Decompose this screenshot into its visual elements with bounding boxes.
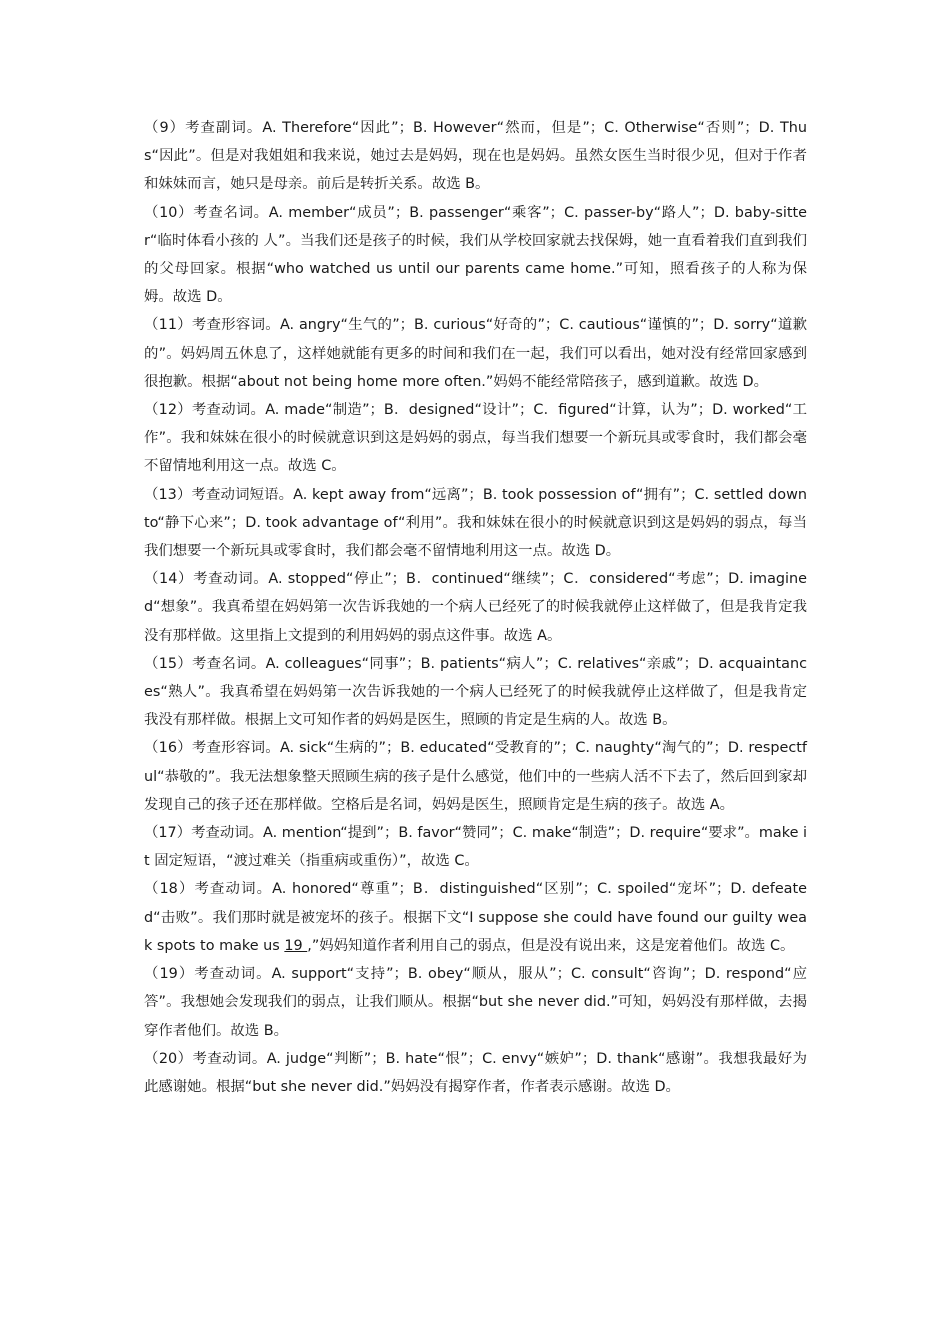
answer-explanation-9: （9）考查副词。A. Therefore“因此”；B. However“然而，但是”；C. Otherwise“否则”；D. Thus“因此”。但是对我姐姐和我来说，她过去是妈妈，现在也是妈妈。虽然女医生当时很少见，但对于作者和妹妹而言，她只是母亲。前后是转折关系。故选 B。: [144, 120, 807, 193]
answer-explanation-18-after: ,”妈妈知道作者利用自己的弱点，但是没有说出来，这是宠着他们。故选 C。: [307, 937, 795, 954]
answer-explanation-10: （10）考查名词。A. member“成员”；B. passenger“乘客”；C. passer-by“路人”；D. baby-sitter“临时体看小孩的 人”。当我们还是孩子的时候，我们从学校回家就去找保姆，她一直看着我们直到我们的父母回家。根据“who watched us until our parents came home.”可知，照看孩子的人称为保姆。故选 D。: [144, 204, 807, 306]
answer-explanation-11: （11）考查形容词。A. angry“生气的”；B. curious“好奇的”；C. cautious“谨慎的”；D. sorry“道歉的”。妈妈周五休息了，这样她就能有更多的时间和我们在一起，我们可以看出，她对没有经常回家感到很抱歉。根据“about not being home more often.”妈妈不能经常陪孩子，感到道歉。故选 D。: [144, 317, 807, 390]
document-body: [144, 114, 807, 1101]
blank-number: 19: [284, 937, 308, 954]
answer-explanation-13: （13）考查动词短语。A. kept away from“远离”；B. took possession of“拥有”；C. settled down to“静下心来”；D. took advantage of“利用”。我和妹妹在很小的时候就意识到这是妈妈的弱点，每当我们想要一个新玩具或零食时，我们都会毫不留情地利用这一点。故选 D。: [144, 486, 807, 560]
answer-explanation-16: （16）考查形容词。A. sick“生病的”；B. educated“受教育的”；C. naughty“淘气的”；D. respectful“恭敬的”。我无法想象整天照顾生病的孩子是什么感觉，他们中的一些病人活不下去了，然后回到家却发现自己的孩子还在那样做。空格后是名词，妈妈是医生，照顾肯定是生病的孩子。故选 A。: [144, 740, 807, 813]
answer-explanation-20: （20）考查动词。A. judge“判断”；B. hate“恨”；C. envy“嫉妒”；D. thank“感谢”。我想我最好为此感谢她。根据“but she never did.”妈妈没有揭穿作者，作者表示感谢。故选 D。: [144, 1050, 807, 1095]
answer-explanation-12: （12）考查动词。A. made“制造”；B．designed“设计”；C．figured“计算，认为”；D. worked“工作”。我和妹妹在很小的时候就意识到这是妈妈的弱点，每当我们想要一个新玩具或零食时，我们都会毫不留情地利用这一点。故选 C。: [144, 402, 807, 475]
answer-explanation-19: （19）考查动词。A. support“支持”；B. obey“顺从，服从”；C. consult“咨询”；D. respond“应答”。我想她会发现我们的弱点，让我们顺从。根据“but she never did.”可知，妈妈没有那样做，去揭穿作者他们。故选 B。: [144, 966, 807, 1039]
answer-explanation-18-before: （18）考查动词。A. honored“尊重”；B．distinguished“区别”；C. spoiled“宠坏”；D. defeated“击败”。我们那时就是被宠坏的孩子。根据下文“I suppose she could have found our guilty weak spots to make us: [144, 881, 807, 954]
answer-explanation-14: （14）考查动词。A. stopped“停止”；B．continued“继续”；C．considered“考虑”；D. imagined“想象”。我真希望在妈妈第一次告诉我她的一个病人已经死了的时候我就停止这样做了，但是我肯定我没有那样做。这里指上文提到的利用妈妈的弱点这件事。故选 A。: [144, 571, 807, 644]
answer-explanation-15: （15）考查名词。A. colleagues“同事”；B. patients“病人”；C. relatives“亲戚”；D. acquaintances“熟人”。我真希望在妈妈第一次告诉我她的一个病人已经死了的时候我就停止这样做了，但是我肯定我没有那样做。根据上文可知作者的妈妈是医生，照顾的肯定是生病的人。故选 B。: [144, 655, 807, 729]
answer-explanation-17: （17）考查动词。A. mention“提到”；B. favor“赞同”；C. make“制造”；D. require“要求”。make it 固定短语，“渡过难关（指重病或重伤）”，故选 C。: [144, 825, 807, 870]
answer-explanation-18: [144, 875, 807, 960]
